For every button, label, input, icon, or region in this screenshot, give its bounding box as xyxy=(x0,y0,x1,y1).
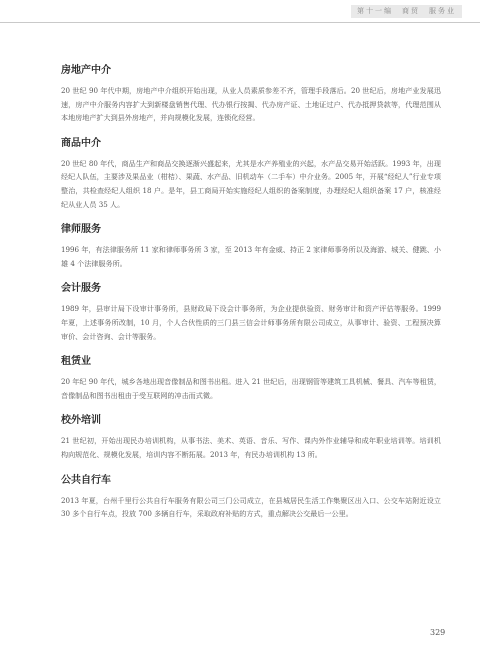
section-title: 房地产中介 xyxy=(61,65,111,76)
section-title: 租赁业 xyxy=(61,356,91,368)
section-commodity-agency xyxy=(61,137,441,211)
section-legal-services xyxy=(61,223,441,270)
section-body: 21 世纪初，开始出现民办培训机构，从事书法、美术、英语、音乐、写作、课内外作业辅导和成年职业培训等。培训机构向规范化、规模化发展，培训内容不断拓展。2013 年，有民办培训机构 13 所。 xyxy=(61,436,441,459)
section-title: 会计服务 xyxy=(61,283,101,295)
section-body: 20 年纪 90 年代，城乡各地出现音像制品和图书出租。进入 21 世纪后，出现钢管等建筑工具机械、餐具、汽车等租赁，音像制品和图书出租由于受互联网的冲击而式微。 xyxy=(61,377,441,400)
section-body: 20 世纪 80 年代，商品生产和商品交换逐渐兴盛起来，尤其是水产养殖业的兴起，水产品交易开始活跃。1993 年，出现经纪人队伍，主要涉及果品业（柑桔）、果蔬、水产品、旧机动车（二手车）中介业务。2005 年，开展“经纪人”行业专项整治，共检查经纪人组织 18 户。是年，县工商局开始实施经纪人组织的备案制度，办理经纪人组织备案 17 户，核准经纪从业人员 35 人。 xyxy=(61,158,441,209)
section-body: 1989 年，县审计局下设审计事务所，县财政局下设会计事务所，为企业提供验资、财务审计和资产评估等服务。1999 年夏，上述事务所改制，10 月，个人合伙性质的三门县三信会计师事务所有限公司成立，从事审计、验资、工程预决算审价、会计咨询、会计等服务。 xyxy=(61,304,441,341)
header-rule xyxy=(0,22,480,23)
section-body: 2013 年夏，台州千里行公共自行车服务有限公司三门公司成立，在县城居民生活工作集聚区出入口、公交车站附近设立 30 多个自行车点，投放 700 多辆自行车，采取政府补贴的方式，重点解决公交最后一公里。 xyxy=(61,495,441,519)
section-public-bicycles xyxy=(61,474,441,521)
section-real-estate-agency xyxy=(61,64,441,125)
section-title: 校外培训 xyxy=(61,415,101,427)
section-leasing xyxy=(61,355,441,402)
section-body: 20 世纪 90 年代中期，房地产中介组织开始出现，从业人员素质参差不齐，管理手段落后。20 世纪后，房地产业发展迅速，房产中介服务内容扩大到新楼盘销售代理、代办银行按揭、代办房产证、土地证过户、代办抵押贷款等，代理范围从本地房地产扩大到县外房地产，并向规模化发展，连锁化经营。 xyxy=(61,86,441,123)
page-content xyxy=(61,64,441,533)
section-body: 1996 年，有法律服务所 11 家和律师事务所 3 家，至 2013 年有金威、持正 2 家律师事务所以及海游、城关、健跳、小雄 4 个法律服务所。 xyxy=(61,245,441,268)
page-number: 329 xyxy=(430,628,446,637)
running-title: 第十一编 商贸 服务业 xyxy=(351,5,462,18)
section-title: 公共自行车 xyxy=(61,474,111,486)
section-title: 律师服务 xyxy=(61,224,101,236)
section-accounting-services xyxy=(61,282,441,343)
page-header xyxy=(0,0,480,22)
section-title: 商品中介 xyxy=(61,137,101,149)
section-off-campus-training xyxy=(61,414,441,461)
